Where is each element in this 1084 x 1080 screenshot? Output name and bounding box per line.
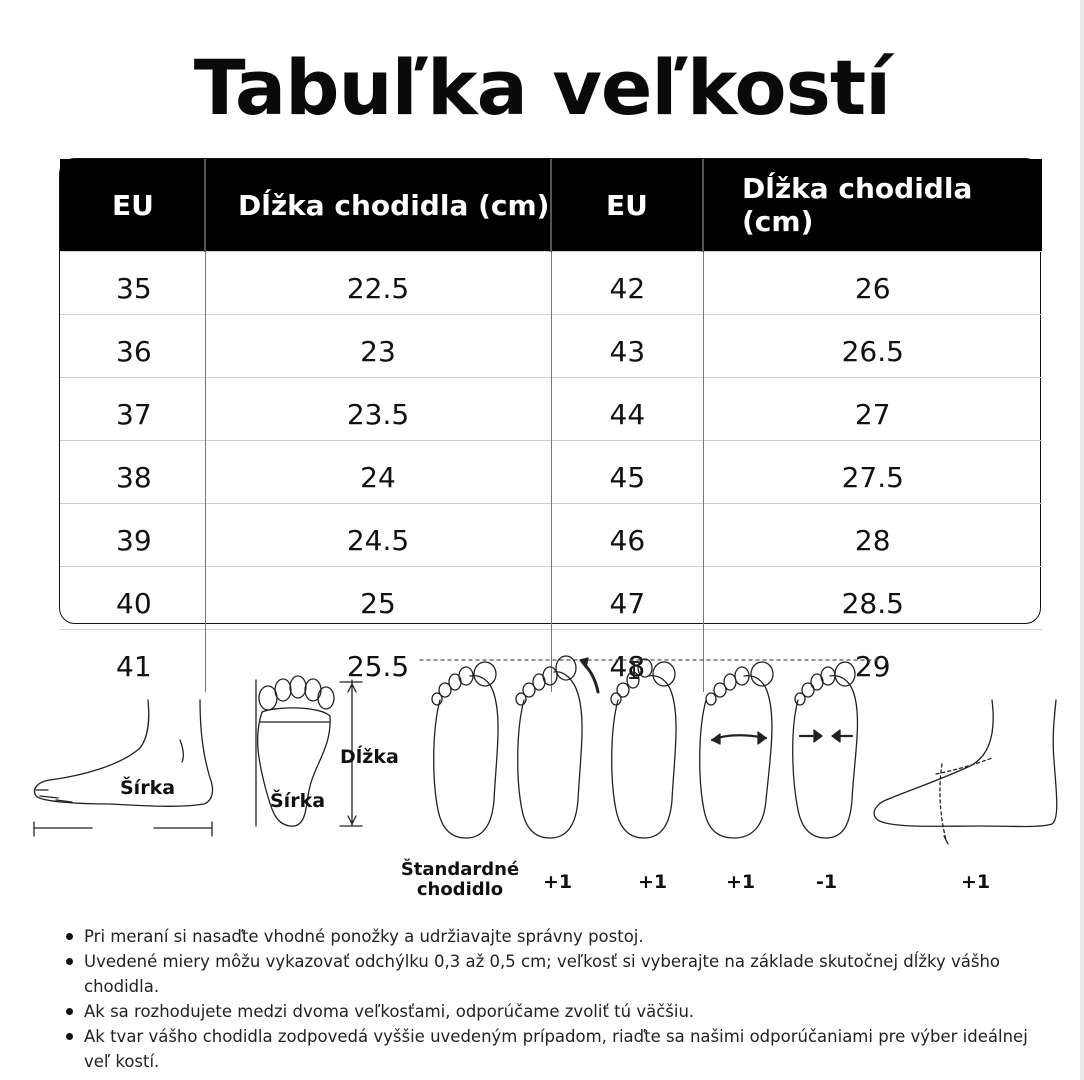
bent-toe-foot-icon bbox=[516, 656, 598, 838]
list-item: Ak tvar vášho chodidla zodpovedá vyššie uvedeným prípadom, riaďte sa našimi odporúčaniami pre výber ideálnej veľ kostí. bbox=[64, 1024, 1044, 1074]
cell-eu: 43 bbox=[551, 315, 703, 378]
page-title: Tabuľka veľkostí bbox=[193, 43, 891, 132]
cell-length: 27.5 bbox=[703, 441, 1042, 504]
page-edge bbox=[1080, 0, 1084, 1080]
table-row bbox=[60, 315, 1042, 378]
cell-eu: 45 bbox=[551, 441, 703, 504]
adjustment-label: +1 bbox=[638, 871, 668, 893]
cell-length: 26.5 bbox=[703, 315, 1042, 378]
width-label-side: Šírka bbox=[120, 777, 176, 799]
narrow-foot-icon bbox=[793, 662, 858, 838]
cell-length: 25 bbox=[205, 567, 551, 630]
cell-eu: 42 bbox=[551, 252, 703, 315]
table-row bbox=[60, 378, 1042, 441]
list-item: Pri meraní si nasaďte vhodné ponožky a udržiavajte správny postoj. bbox=[64, 924, 1044, 949]
standard-label-line2: chodidlo bbox=[416, 879, 504, 900]
table-row bbox=[60, 252, 1042, 315]
side-foot-icon bbox=[34, 700, 212, 836]
table-row bbox=[60, 567, 1042, 630]
cell-eu: 37 bbox=[60, 378, 205, 441]
cell-eu: 40 bbox=[60, 567, 205, 630]
standard-label-line1: Štandardné bbox=[400, 859, 520, 880]
table-row bbox=[60, 504, 1042, 567]
cell-length: 26 bbox=[703, 252, 1042, 315]
adjustment-label: +1 bbox=[726, 871, 756, 893]
cell-eu: 41 bbox=[60, 630, 205, 693]
high-instep-foot-icon bbox=[874, 700, 1057, 844]
cell-length: 29 bbox=[703, 630, 1042, 693]
cell-length: 28 bbox=[703, 504, 1042, 567]
cell-eu: 44 bbox=[551, 378, 703, 441]
header-eu-right: EU bbox=[551, 159, 703, 252]
adjustment-label: +1 bbox=[961, 871, 991, 893]
size-table bbox=[59, 158, 1041, 683]
cell-eu: 39 bbox=[60, 504, 205, 567]
cell-eu: 46 bbox=[551, 504, 703, 567]
long-second-toe-foot-icon bbox=[611, 659, 676, 838]
cell-length: 27 bbox=[703, 378, 1042, 441]
list-item: Uvedené miery môžu vykazovať odchýlku 0,3 až 0,5 cm; veľkosť si vyberajte na základe skutočnej dĺžky vášho chodidla. bbox=[64, 949, 1044, 999]
cell-length: 24.5 bbox=[205, 504, 551, 567]
header-length-right: Dĺžka chodidla (cm) bbox=[703, 159, 1042, 252]
adjustment-label: +1 bbox=[543, 871, 573, 893]
foot-measurement-figures bbox=[0, 640, 1084, 910]
cell-length: 24 bbox=[205, 441, 551, 504]
cell-eu: 38 bbox=[60, 441, 205, 504]
table-header-row bbox=[60, 159, 1042, 252]
cell-length: 25.5 bbox=[205, 630, 551, 693]
cell-length: 23.5 bbox=[205, 378, 551, 441]
cell-length: 23 bbox=[205, 315, 551, 378]
length-label: Dĺžka bbox=[340, 746, 399, 768]
cell-eu: 47 bbox=[551, 567, 703, 630]
width-label-sole: Šírka bbox=[270, 790, 326, 812]
wide-foot-icon bbox=[700, 662, 773, 838]
cell-eu: 36 bbox=[60, 315, 205, 378]
table-row bbox=[60, 441, 1042, 504]
cell-eu: 48 bbox=[551, 630, 703, 693]
standard-foot-icon bbox=[432, 662, 498, 838]
cell-length: 28.5 bbox=[703, 567, 1042, 630]
adjustment-label: -1 bbox=[816, 871, 838, 893]
cell-eu: 35 bbox=[60, 252, 205, 315]
measurement-notes bbox=[64, 924, 1044, 1074]
standard-foot-label bbox=[398, 860, 522, 900]
header-length-left: Dĺžka chodidla (cm) bbox=[205, 159, 551, 252]
cell-length: 22.5 bbox=[205, 252, 551, 315]
list-item: Ak sa rozhodujete medzi dvoma veľkosťami, odporúčame zvoliť tú väčšiu. bbox=[64, 999, 1044, 1024]
header-eu-left: EU bbox=[60, 159, 205, 252]
